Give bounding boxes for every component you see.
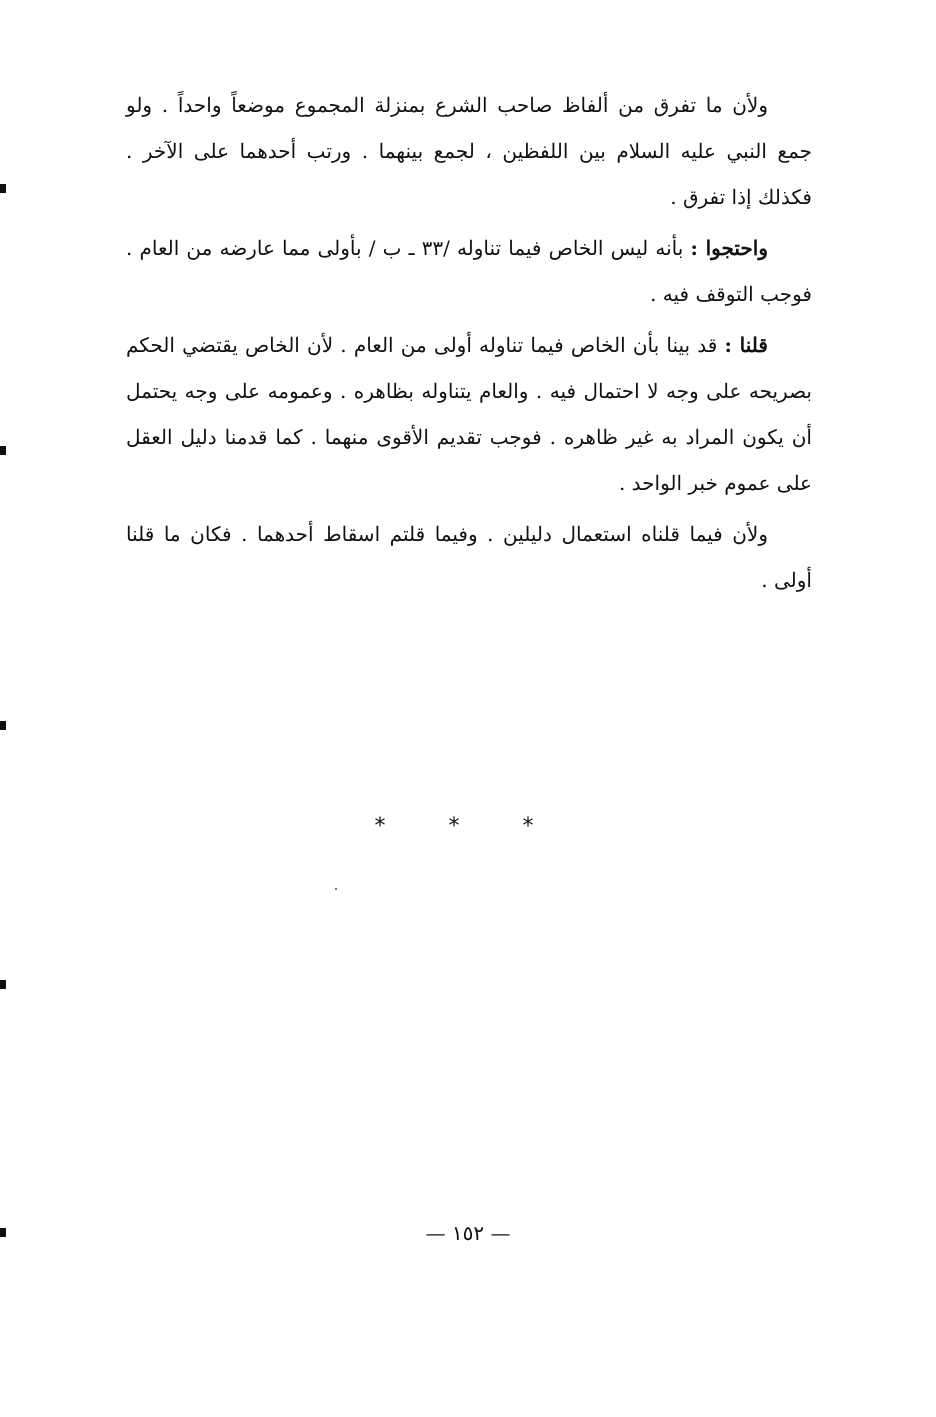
paragraph-1: [126, 82, 812, 220]
paragraph-3-lead: قلنا :: [724, 333, 768, 357]
page-body: [126, 82, 812, 608]
paragraph-2-lead: واحتجوا :: [690, 236, 768, 260]
binding-mark: [0, 184, 6, 193]
binding-mark: [0, 980, 6, 989]
paragraph-2: [126, 225, 812, 317]
paragraph-4: [126, 511, 812, 603]
scan-speck: [335, 888, 337, 890]
paragraph-1-text: ولأن ما تفرق من ألفاظ صاحب الشرع بمنزلة المجموع موضعاً واحداً . ولو جمع النبي عليه السلام بين اللفظين ، لجمع بينهما . ورتب أحدهما على الآخر . فكذلك إذا تفرق .: [126, 93, 812, 209]
binding-mark: [0, 1228, 6, 1237]
page-number: — ١٥٢ —: [425, 1221, 511, 1245]
paragraph-3-text: قد بينا بأن الخاص فيما تناوله أولى من العام . لأن الخاص يقتضي الحكم بصريحه على وجه لا احتمال فيه . والعام يتناوله بظاهره . وعمومه على وجه يحتمل أن يكون المراد به غير ظاهره . فوجب تقديم الأقوى منهما . كما قدمنا دليل العقل على عموم خبر الواحد .: [126, 333, 812, 495]
paragraph-4-text: ولأن فيما قلناه استعمال دليلين . وفيما قلتم اسقاط أحدهما . فكان ما قلنا أولى .: [126, 522, 812, 592]
paragraph-3: [126, 322, 812, 506]
paragraph-2-text: بأنه ليس الخاص فيما تناوله /٣٣ ـ ب / بأولى مما عارضه من العام . فوجب التوقف فيه .: [126, 236, 812, 306]
section-separator: * * *: [374, 814, 562, 839]
binding-mark: [0, 721, 6, 730]
binding-mark: [0, 446, 6, 455]
